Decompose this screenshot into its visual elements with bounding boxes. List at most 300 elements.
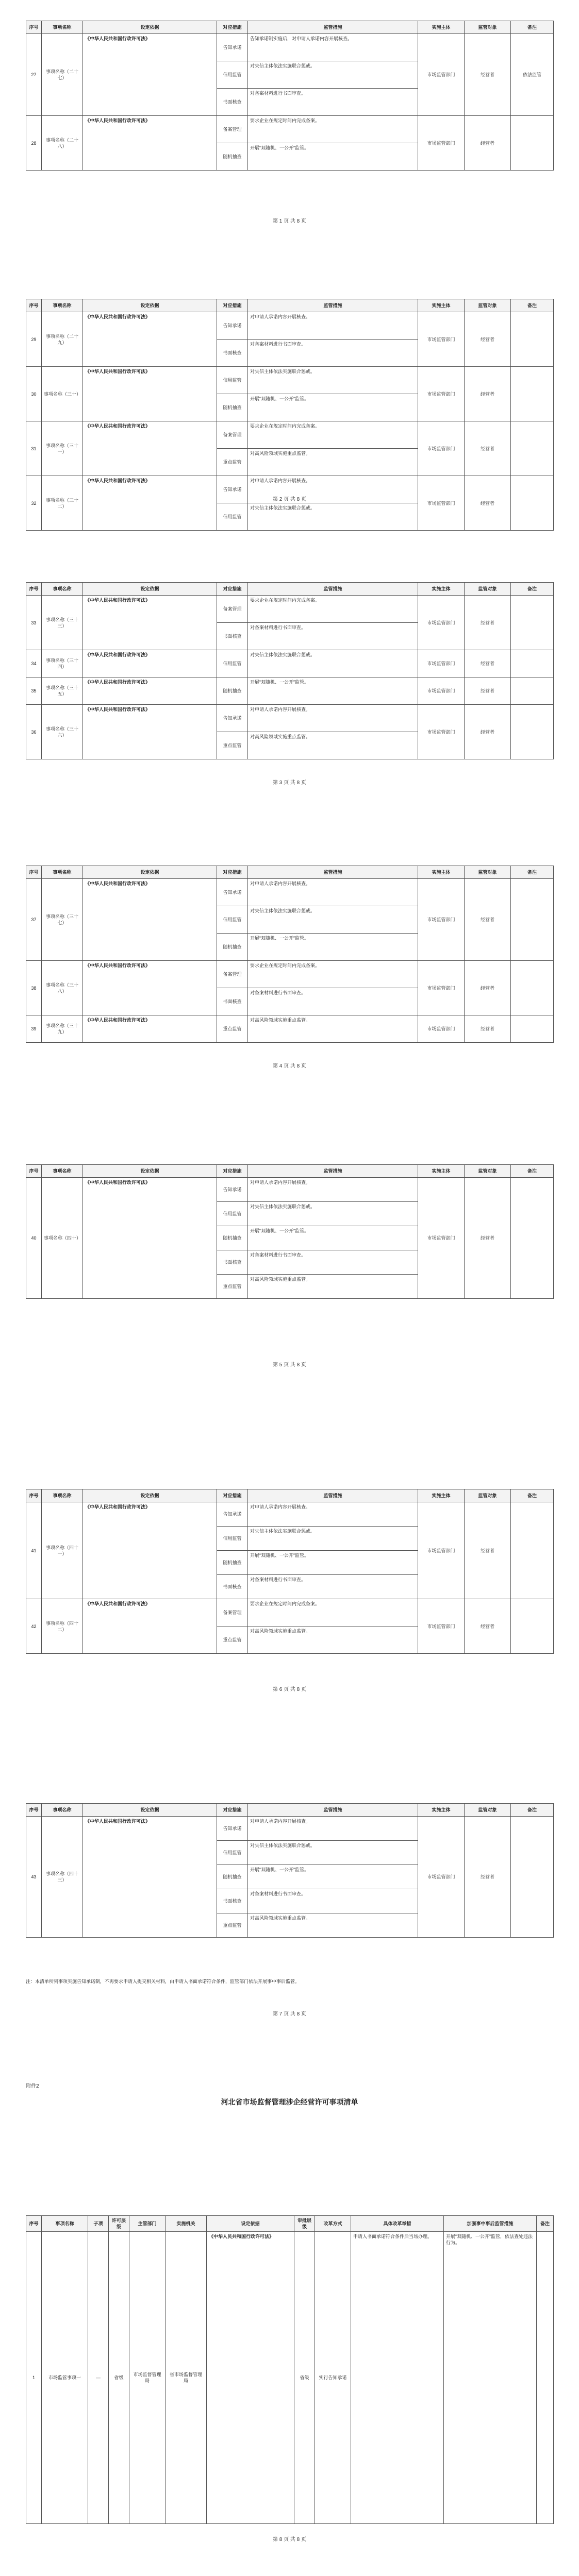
item-name: 事项名称（三十五） [42, 677, 83, 705]
sub-item: — [88, 2232, 109, 2524]
item-name: 市场监管事项一 [42, 2232, 88, 2524]
measure-type: 重点监管 [217, 1275, 248, 1299]
measure-type: 随机抽查 [217, 1551, 248, 1575]
column-header: 设定依据 [83, 1165, 217, 1178]
table-row [26, 1178, 554, 1202]
table-row [26, 705, 554, 732]
page-number: 第 2 页 共 8 页 [272, 497, 306, 502]
measure-type: 备案管理 [217, 1599, 248, 1626]
implementing-body: 市场监管部门 [418, 1015, 465, 1043]
supervision-measure: 对备案材料进行书面审查。 [248, 988, 418, 1015]
remark [511, 1817, 554, 1938]
table-row [26, 879, 554, 906]
remark [511, 961, 554, 1015]
table-row [26, 596, 554, 623]
implementing-body: 市场监管部门 [418, 677, 465, 705]
supervised-object: 经营者 [465, 1015, 511, 1043]
row-index: 33 [26, 596, 42, 650]
supervision-measure: 对失信主体依法实施联合惩戒。 [248, 503, 418, 531]
column-header: 事项名称 [42, 1804, 83, 1817]
column-header: 监管措施 [248, 299, 418, 312]
measure-type: 重点监管 [217, 1626, 248, 1654]
regulation-table [26, 1489, 554, 1654]
legal-basis: 《中华人民共和国行政许可法》 [83, 961, 217, 1015]
column-header: 对应措施 [217, 299, 248, 312]
remark [511, 879, 554, 961]
legal-basis: 《中华人民共和国行政许可法》 [83, 34, 217, 116]
column-header: 事项名称 [42, 299, 83, 312]
supervised-object: 经营者 [465, 312, 511, 367]
column-header: 序号 [26, 1165, 42, 1178]
item-name: 事项名称（三十九） [42, 1015, 83, 1043]
document-page [0, 855, 579, 1164]
legal-basis: 《中华人民共和国行政许可法》 [83, 116, 217, 171]
reform-mode: 实行告知承诺 [315, 2232, 351, 2524]
measure-type: 告知承诺 [217, 1502, 248, 1527]
row-index: 37 [26, 879, 42, 961]
column-header: 备注 [511, 1804, 554, 1817]
column-header: 监管对象 [465, 866, 511, 879]
row-index: 1 [26, 2232, 42, 2524]
column-header: 对应措施 [217, 1804, 248, 1817]
item-name: 事项名称（四十一） [42, 1502, 83, 1599]
permit-level: 省级 [109, 2232, 129, 2524]
column-header: 备注 [511, 1489, 554, 1502]
supervision-measure: 对高风险领域实施重点监管。 [248, 732, 418, 759]
column-header: 实施主体 [418, 299, 465, 312]
supervision-measure: 对申请人承诺内容开展核查。 [248, 312, 418, 340]
remark [511, 596, 554, 650]
row-index: 34 [26, 650, 42, 677]
supervision-measure: 告知承诺制实施后，对申请人承诺内容开展核查。 [248, 34, 418, 61]
supervised-object: 经营者 [465, 879, 511, 961]
implementing-body: 市场监管部门 [418, 34, 465, 116]
measure-type: 信用监管 [217, 503, 248, 531]
supervision-measure: 开展“双随机、一公开”监管。 [248, 934, 418, 961]
column-header: 事项名称 [42, 21, 83, 34]
column-header: 监管对象 [465, 1804, 511, 1817]
supervised-object: 经营者 [465, 421, 511, 476]
column-header: 备注 [511, 583, 554, 596]
column-header: 序号 [26, 866, 42, 879]
column-header: 监管措施 [248, 866, 418, 879]
measure-type: 告知承诺 [217, 476, 248, 503]
attachment-title: 河北省市场监督管理涉企经营许可事项清单 [221, 2098, 358, 2106]
measure-type: 随机抽查 [217, 677, 248, 705]
table-header-row [26, 866, 554, 879]
competent-department: 市场监督管理局 [129, 2232, 166, 2524]
column-header: 监管对象 [465, 21, 511, 34]
measure-type: 书面核查 [217, 1250, 248, 1275]
attachment-page [0, 2205, 579, 2566]
remark [511, 1599, 554, 1654]
supervision-measure: 要求企业在规定时间内完成备案。 [248, 596, 418, 623]
column-header: 设定依据 [83, 299, 217, 312]
document-page [0, 572, 579, 881]
item-name: 事项名称（三十八） [42, 961, 83, 1015]
regulation-table [26, 21, 554, 171]
column-header: 序号 [26, 583, 42, 596]
column-header: 监管对象 [465, 1489, 511, 1502]
regulation-table [26, 866, 554, 1043]
legal-basis: 《中华人民共和国行政许可法》 [83, 650, 217, 677]
supervision-measure: 对备案材料进行书面审查。 [248, 1250, 418, 1275]
supervision-measure: 开展“双随机、一公开”监管。 [248, 677, 418, 705]
measure-type: 信用监管 [217, 1527, 248, 1551]
table-row [26, 2232, 554, 2524]
measure-type: 随机抽查 [217, 143, 248, 171]
column-header: 设定依据 [83, 21, 217, 34]
document-page [0, 1793, 579, 2102]
document-page [0, 289, 579, 598]
supervised-object: 经营者 [465, 596, 511, 650]
page-number: 第 7 页 共 8 页 [272, 2011, 306, 2017]
column-header: 改革方式 [315, 2216, 351, 2232]
supervised-object: 经营者 [465, 677, 511, 705]
page-number: 第 5 页 共 8 页 [272, 1362, 306, 1368]
remark [537, 2232, 554, 2524]
legal-basis: 《中华人民共和国行政许可法》 [83, 879, 217, 961]
remark [511, 1502, 554, 1599]
supervision-measure: 对高风险领域实施重点监管。 [248, 1015, 418, 1043]
supervision-measure: 对失信主体依法实施联合惩戒。 [248, 650, 418, 677]
column-header: 事项名称 [42, 2216, 88, 2232]
regulation-table [26, 582, 554, 759]
table-header-row [26, 2216, 554, 2232]
column-header: 序号 [26, 299, 42, 312]
implementing-body: 市场监管部门 [418, 421, 465, 476]
supervision-measure: 要求企业在规定时间内完成备案。 [248, 421, 418, 449]
remark [511, 705, 554, 759]
column-header: 设定依据 [83, 1804, 217, 1817]
column-header: 实施主体 [418, 1165, 465, 1178]
legal-basis: 《中华人民共和国行政许可法》 [83, 1178, 217, 1299]
column-header: 监管措施 [248, 583, 418, 596]
supervision-measure: 对申请人承诺内容开展核查。 [248, 476, 418, 503]
column-header: 序号 [26, 1489, 42, 1502]
supervised-object: 经营者 [465, 1178, 511, 1299]
legal-basis: 《中华人民共和国行政许可法》 [83, 677, 217, 705]
supervision-measure: 开展“双随机、一公开”监管。 [248, 1551, 418, 1575]
column-header: 备注 [537, 2216, 554, 2232]
row-index: 36 [26, 705, 42, 759]
item-name: 事项名称（三十一） [42, 421, 83, 476]
column-header: 备注 [511, 866, 554, 879]
column-header: 监管措施 [248, 1804, 418, 1817]
item-name: 事项名称（二十九） [42, 312, 83, 367]
measure-type: 告知承诺 [217, 879, 248, 906]
supervision-measure: 对申请人承诺内容开展核查。 [248, 1817, 418, 1841]
column-header: 设定依据 [83, 583, 217, 596]
page-number: 第 6 页 共 8 页 [272, 1687, 306, 1692]
page-number: 第 8 页 共 8 页 [272, 2537, 306, 2543]
item-name: 事项名称（三十七） [42, 879, 83, 961]
column-header: 主管部门 [129, 2216, 166, 2232]
supervision-measure: 对备案材料进行书面审查。 [248, 89, 418, 116]
column-header: 监管对象 [465, 1165, 511, 1178]
supervision-measure: 开展“双随机、一公开”监管。 [248, 143, 418, 171]
row-index: 28 [26, 116, 42, 171]
supervision-measure: 对高风险领域实施重点监管。 [248, 1913, 418, 1938]
item-name: 事项名称（四十二） [42, 1599, 83, 1654]
row-index: 30 [26, 367, 42, 421]
measure-type: 告知承诺 [217, 1817, 248, 1841]
row-index: 40 [26, 1178, 42, 1299]
measure-type: 备案管理 [217, 961, 248, 988]
measure-type: 信用监管 [217, 650, 248, 677]
legal-basis: 《中华人民共和国行政许可法》 [83, 1502, 217, 1599]
measure-type: 随机抽查 [217, 1226, 248, 1250]
measure-type: 书面核查 [217, 623, 248, 650]
measure-type: 备案管理 [217, 596, 248, 623]
measure-type: 告知承诺 [217, 705, 248, 732]
supervision-measure: 对申请人承诺内容开展核查。 [248, 1178, 418, 1202]
column-header: 审批层级 [294, 2216, 315, 2232]
table-row [26, 116, 554, 143]
table-header-row [26, 21, 554, 34]
measure-type: 书面核查 [217, 1575, 248, 1599]
supervision-measure: 对高风险领域实施重点监管。 [248, 1275, 418, 1299]
measure-type: 信用监管 [217, 1841, 248, 1865]
supervision-measure: 对申请人承诺内容开展核查。 [248, 879, 418, 906]
measure-type: 随机抽查 [217, 934, 248, 961]
measure-type: 重点监管 [217, 1015, 248, 1043]
supervised-object: 经营者 [465, 476, 511, 531]
measure-type: 书面核查 [217, 89, 248, 116]
table-row [26, 677, 554, 705]
supervision-measure: 对备案材料进行书面审查。 [248, 340, 418, 367]
column-header: 实施主体 [418, 1804, 465, 1817]
table-row [26, 1015, 554, 1043]
column-header: 备注 [511, 1165, 554, 1178]
implementing-body: 市场监管部门 [418, 1178, 465, 1299]
column-header: 监管措施 [248, 1165, 418, 1178]
supervision-measure: 对备案材料进行书面审查。 [248, 623, 418, 650]
legal-basis: 《中华人民共和国行政许可法》 [83, 1599, 217, 1654]
implementing-body: 市场监管部门 [418, 650, 465, 677]
column-header: 监管措施 [248, 1489, 418, 1502]
table-row [26, 421, 554, 449]
supervised-object: 经营者 [465, 34, 511, 116]
remark [511, 116, 554, 171]
document-page [0, 10, 579, 319]
measure-type: 备案管理 [217, 116, 248, 143]
item-name: 事项名称（三十） [42, 367, 83, 421]
measure-type: 书面核查 [217, 340, 248, 367]
measure-type: 告知承诺 [217, 1178, 248, 1202]
remark [511, 312, 554, 367]
supervision-measure: 开展“双随机、一公开”监管。 [248, 1226, 418, 1250]
supervised-object: 经营者 [465, 961, 511, 1015]
measure-type: 重点监管 [217, 732, 248, 759]
measure-type: 重点监管 [217, 449, 248, 476]
measure-type: 信用监管 [217, 367, 248, 394]
supervision-measure: 对失信主体依法实施联合惩戒。 [248, 61, 418, 89]
remark [511, 1015, 554, 1043]
measure-type: 信用监管 [217, 61, 248, 89]
table-row [26, 1599, 554, 1626]
legal-basis: 《中华人民共和国行政许可法》 [83, 705, 217, 759]
column-header: 序号 [26, 21, 42, 34]
row-index: 43 [26, 1817, 42, 1938]
row-index: 41 [26, 1502, 42, 1599]
supervision-measure: 对高风险领域实施重点监管。 [248, 1626, 418, 1654]
supervision-measure: 对失信主体依法实施联合惩戒。 [248, 1841, 418, 1865]
row-index: 31 [26, 421, 42, 476]
implementing-body: 市场监管部门 [418, 596, 465, 650]
column-header: 实施机关 [166, 2216, 207, 2232]
column-header: 具体改革举措 [351, 2216, 444, 2232]
remark: 依法监管 [511, 34, 554, 116]
remark [511, 367, 554, 421]
column-header: 备注 [511, 21, 554, 34]
supervision-measure: 要求企业在规定时间内完成备案。 [248, 116, 418, 143]
row-index: 38 [26, 961, 42, 1015]
supervised-object: 经营者 [465, 650, 511, 677]
table-row [26, 1502, 554, 1527]
implementing-body: 市场监管部门 [418, 1502, 465, 1599]
column-header: 对应措施 [217, 1489, 248, 1502]
measure-type: 信用监管 [217, 906, 248, 934]
supervised-object: 经营者 [465, 1502, 511, 1599]
supervision-measure: 对失信主体依法实施联合惩戒。 [248, 367, 418, 394]
regulation-table [26, 1164, 554, 1299]
column-header: 许可层级 [109, 2216, 129, 2232]
measure-type: 告知承诺 [217, 312, 248, 340]
page-number: 第 3 页 共 8 页 [272, 780, 306, 786]
measure-type: 随机抽查 [217, 1865, 248, 1889]
supervision-measure: 对失信主体依法实施联合惩戒。 [248, 1202, 418, 1226]
column-header: 事项名称 [42, 866, 83, 879]
legal-basis: 《中华人民共和国行政许可法》 [83, 367, 217, 421]
item-name: 事项名称（三十六） [42, 705, 83, 759]
column-header: 监管对象 [465, 583, 511, 596]
column-header: 子项 [88, 2216, 109, 2232]
item-name: 事项名称（四十） [42, 1178, 83, 1299]
implementing-body: 市场监管部门 [418, 476, 465, 531]
column-header: 设定依据 [83, 1489, 217, 1502]
implementing-body: 市场监管部门 [418, 312, 465, 367]
table-row [26, 961, 554, 988]
item-name: 事项名称（三十三） [42, 596, 83, 650]
item-name: 事项名称（三十四） [42, 650, 83, 677]
column-header: 备注 [511, 299, 554, 312]
remark [511, 421, 554, 476]
supervision-measure: 对申请人承诺内容开展核查。 [248, 705, 418, 732]
supervised-object: 经营者 [465, 367, 511, 421]
remark [511, 476, 554, 531]
document-page [0, 1154, 579, 1463]
row-index: 39 [26, 1015, 42, 1043]
approval-level: 省级 [294, 2232, 315, 2524]
legal-basis: 《中华人民共和国行政许可法》 [83, 312, 217, 367]
column-header: 事项名称 [42, 1489, 83, 1502]
legal-basis: 《中华人民共和国行政许可法》 [83, 1817, 217, 1938]
remark [511, 1178, 554, 1299]
page-number: 第 4 页 共 8 页 [272, 1063, 306, 1069]
supervision-measure: 对备案材料进行书面审查。 [248, 1889, 418, 1913]
supervision-measure: 对申请人承诺内容开展核查。 [248, 1502, 418, 1527]
column-header: 设定依据 [83, 866, 217, 879]
column-header: 监管措施 [248, 21, 418, 34]
implementing-body: 市场监管部门 [418, 116, 465, 171]
column-header: 序号 [26, 2216, 42, 2232]
supervision-measure: 对失信主体依法实施联合惩戒。 [248, 1527, 418, 1551]
supervision-measure: 开展“双随机、一公开”监管。 [248, 1865, 418, 1889]
table-row [26, 1817, 554, 1841]
table-row [26, 650, 554, 677]
measure-type: 随机抽查 [217, 394, 248, 421]
supervision-measure: 对失信主体依法实施联合惩戒。 [248, 906, 418, 934]
row-index: 27 [26, 34, 42, 116]
supervision-measure: 对高风险领域实施重点监管。 [248, 449, 418, 476]
table-header-row [26, 583, 554, 596]
row-index: 42 [26, 1599, 42, 1654]
regulation-table [26, 1803, 554, 1938]
item-name: 事项名称（二十七） [42, 34, 83, 116]
supervised-object: 经营者 [465, 1599, 511, 1654]
column-header: 序号 [26, 1804, 42, 1817]
remark [511, 677, 554, 705]
attachment-table [26, 2215, 554, 2524]
implementing-body: 市场监管部门 [418, 1817, 465, 1938]
supervision-measure: 开展“双随机、一公开”监管。 [248, 394, 418, 421]
measure-type: 信用监管 [217, 1202, 248, 1226]
document-page [0, 1479, 579, 1788]
row-index: 32 [26, 476, 42, 531]
legal-basis: 《中华人民共和国行政许可法》 [83, 476, 217, 531]
implementing-body: 市场监管部门 [418, 1599, 465, 1654]
column-header: 事项名称 [42, 1165, 83, 1178]
attachment-label: 附件2 [26, 2083, 39, 2089]
supervision-measure: 要求企业在规定时间内完成备案。 [248, 1599, 418, 1626]
table-header-row [26, 299, 554, 312]
column-header: 事项名称 [42, 583, 83, 596]
table-header-row [26, 1165, 554, 1178]
column-header: 对应措施 [217, 866, 248, 879]
column-header: 对应措施 [217, 583, 248, 596]
legal-basis: 《中华人民共和国行政许可法》 [207, 2232, 294, 2524]
supervised-object: 经营者 [465, 705, 511, 759]
legal-basis: 《中华人民共和国行政许可法》 [83, 596, 217, 650]
page-number: 第 1 页 共 8 页 [272, 218, 306, 224]
column-header: 对应措施 [217, 1165, 248, 1178]
column-header: 对应措施 [217, 21, 248, 34]
table-header-row [26, 1804, 554, 1817]
item-name: 事项名称（二十八） [42, 116, 83, 171]
implementing-body: 市场监管部门 [418, 961, 465, 1015]
supervision-measure: 对备案材料进行书面审查。 [248, 1575, 418, 1599]
post-supervision: 开展“双随机、一公开”监管，依法查处违法行为。 [444, 2232, 537, 2524]
column-header: 实施主体 [418, 21, 465, 34]
measure-type: 重点监管 [217, 1913, 248, 1938]
column-header: 加强事中事后监管措施 [444, 2216, 537, 2232]
column-header: 监管对象 [465, 299, 511, 312]
table-header-row [26, 1489, 554, 1502]
column-header: 设定依据 [207, 2216, 294, 2232]
implementing-body: 市场监管部门 [418, 705, 465, 759]
remark [511, 650, 554, 677]
implementing-body: 市场监管部门 [418, 367, 465, 421]
item-name: 事项名称（三十二） [42, 476, 83, 531]
legal-basis: 《中华人民共和国行政许可法》 [83, 1015, 217, 1043]
measure-type: 告知承诺 [217, 34, 248, 61]
supervised-object: 经营者 [465, 116, 511, 171]
supervision-measure: 要求企业在规定时间内完成备案。 [248, 961, 418, 988]
column-header: 实施主体 [418, 583, 465, 596]
implementing-body: 市场监管部门 [418, 879, 465, 961]
table-footnote: 注：本清单所列事项实施告知承诺制，不再要求申请人提交相关材料，由申请人书面承诺符合条件，监管部门依法开展事中事后监管。 [26, 1979, 300, 1984]
